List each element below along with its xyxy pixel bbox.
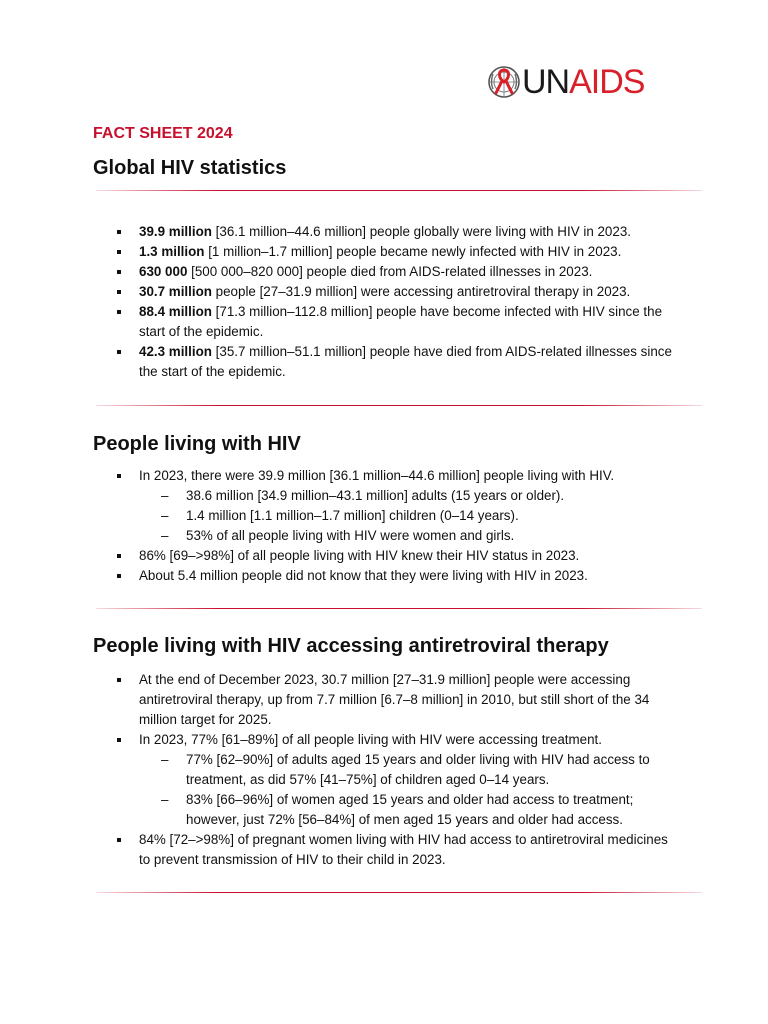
stat-value: 39.9 million	[139, 224, 212, 239]
list-item	[115, 262, 675, 282]
stat-text: [35.7 million–51.1 million] people have died from AIDS-related illnesses since the start of the epidemic.	[139, 344, 672, 379]
sub-list-item: – 77% [62–90%] of adults aged 15 years and older living with HIV had access to treatment, as did 57% [41–75%] of children aged 0–14 years.	[139, 750, 675, 790]
divider	[96, 405, 702, 406]
sub-list	[139, 486, 675, 546]
list-item-text: In 2023, 77% [61–89%] of all people living with HIV were accessing treatment.	[139, 732, 602, 747]
divider	[96, 892, 702, 893]
unaids-logo	[487, 64, 644, 100]
section-title-art: People living with HIV accessing antiretroviral therapy	[93, 635, 609, 657]
people-living-list	[115, 466, 675, 586]
stat-value: 88.4 million	[139, 304, 212, 319]
global-stats-list	[115, 222, 675, 382]
list-item: At the end of December 2023, 30.7 million [27–31.9 million] people were accessing antiretroviral therapy, up from 7.7 million [6.7–8 million] in 2010, but still short of the 34 million target for 2025.	[115, 670, 675, 730]
stat-value: 42.3 million	[139, 344, 212, 359]
divider	[96, 190, 702, 191]
stat-value: 30.7 million	[139, 284, 212, 299]
sub-list-item: – 1.4 million [1.1 million–1.7 million] children (0–14 years).	[139, 506, 675, 526]
list-item-text: In 2023, there were 39.9 million [36.1 million–44.6 million] people living with HIV.	[139, 468, 615, 483]
stat-text: [36.1 million–44.6 million] people globally were living with HIV in 2023.	[211, 224, 631, 239]
divider	[96, 608, 702, 609]
list-item	[115, 342, 675, 382]
sub-list-item: – 83% [66–96%] of women aged 15 years and older had access to treatment; however, just 72% [56–84%] of men aged 15 years and older had access.	[139, 790, 675, 830]
list-item: About 5.4 million people did not know that they were living with HIV in 2023.	[115, 566, 675, 586]
fact-sheet-label: FACT SHEET 2024	[93, 125, 233, 142]
stat-text: [500 000–820 000] people died from AIDS-related illnesses in 2023.	[187, 264, 593, 279]
list-item	[115, 222, 675, 242]
art-list	[115, 670, 675, 870]
sub-list-item: – 53% of all people living with HIV were women and girls.	[139, 526, 675, 546]
un-emblem-icon	[487, 65, 521, 99]
section-title-people-living: People living with HIV	[93, 433, 301, 455]
section-title-global-stats: Global HIV statistics	[93, 157, 287, 179]
list-item	[115, 242, 675, 262]
stat-text: [1 million–1.7 million] people became newly infected with HIV in 2023.	[204, 244, 622, 259]
stat-text: people [27–31.9 million] were accessing antiretroviral therapy in 2023.	[211, 284, 631, 299]
sub-list	[139, 750, 675, 830]
list-item	[115, 282, 675, 302]
list-item	[115, 466, 675, 546]
list-item: 86% [69–>98%] of all people living with HIV knew their HIV status in 2023.	[115, 546, 675, 566]
stat-value: 1.3 million	[139, 244, 205, 259]
sub-list-item: – 38.6 million [34.9 million–43.1 million] adults (15 years or older).	[139, 486, 675, 506]
logo-wordmark	[522, 64, 644, 100]
stat-value: 630 000	[139, 264, 188, 279]
stat-text: [71.3 million–112.8 million] people have become infected with HIV since the start of the epidemic.	[139, 304, 663, 339]
logo-un-text: UN	[522, 63, 570, 101]
list-item: 84% [72–>98%] of pregnant women living with HIV had access to antiretroviral medicines to prevent transmission of HIV to their child in 2023.	[115, 830, 675, 870]
list-item	[115, 730, 675, 830]
logo-aids-text: AIDS	[569, 63, 645, 101]
list-item	[115, 302, 675, 342]
